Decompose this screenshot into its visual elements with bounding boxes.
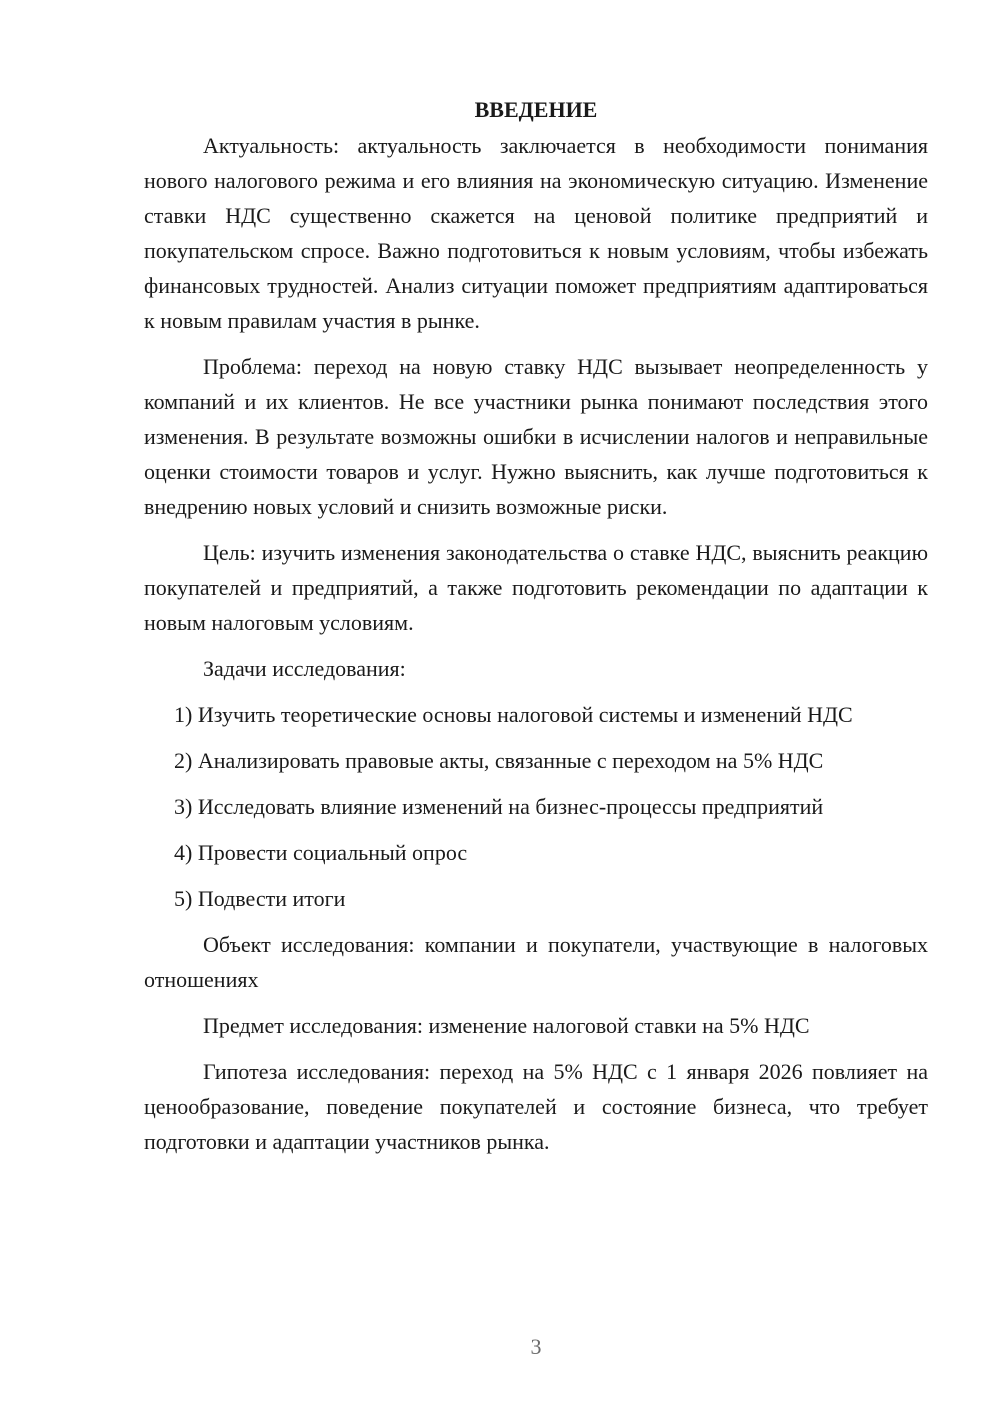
paragraph-object: Объект исследования: компании и покупатели, участвующие в налоговых отношениях — [144, 932, 928, 992]
document-page — [144, 92, 928, 1170]
paragraph-problem: Проблема: переход на новую ставку НДС вызывает неопределенность у компаний и их клиентов. Не все участники рынка понимают последствия этого изменения. В результате возможны ошибки в исчислении налогов и неправильные оценки стоимости товаров и услуг. Нужно выяснить, как лучше подготовиться к внедрению новых условий и снизить возможные риски. — [144, 354, 928, 519]
paragraph-relevance: Актуальность: актуальность заключается в необходимости понимания нового налогового режима и его влияния на экономическую ситуацию. Изменение ставки НДС существенно скажется на ценовой политике предприятий и покупательском спросе. Важно подготовиться к новым условиям, чтобы избежать финансовых трудностей. Анализ ситуации поможет предприятиям адаптироваться к новым правилам участия в рынке. — [144, 133, 928, 333]
paragraph-goal: Цель: изучить изменения законодательства о ставке НДС, выяснить реакцию покупателей и предприятий, а также подготовить рекомендации по адаптации к новым налоговым условиям. — [144, 540, 928, 635]
list-item: 4) Провести социальный опрос — [174, 840, 468, 865]
list-item: 3) Исследовать влияние изменений на бизнес-процессы предприятий — [174, 794, 824, 819]
list-item: 5) Подвести итоги — [174, 886, 346, 911]
page-number: 3 — [530, 1334, 542, 1359]
list-item: 2) Анализировать правовые акты, связанные с переходом на 5% НДС — [174, 748, 824, 773]
list-item: 1) Изучить теоретические основы налоговой системы и изменений НДС — [174, 702, 853, 727]
section-title: ВВЕДЕНИЕ — [474, 97, 598, 122]
paragraph-subject: Предмет исследования: изменение налоговой ставки на 5% НДС — [203, 1013, 810, 1038]
paragraph-hypothesis: Гипотеза исследования: переход на 5% НДС с 1 января 2026 повлияет на ценообразование, поведение покупателей и состояние бизнеса, что требует подготовки и адаптации участников рынка. — [144, 1059, 928, 1154]
tasks-heading: Задачи исследования: — [203, 656, 406, 681]
tasks-list — [144, 697, 928, 916]
